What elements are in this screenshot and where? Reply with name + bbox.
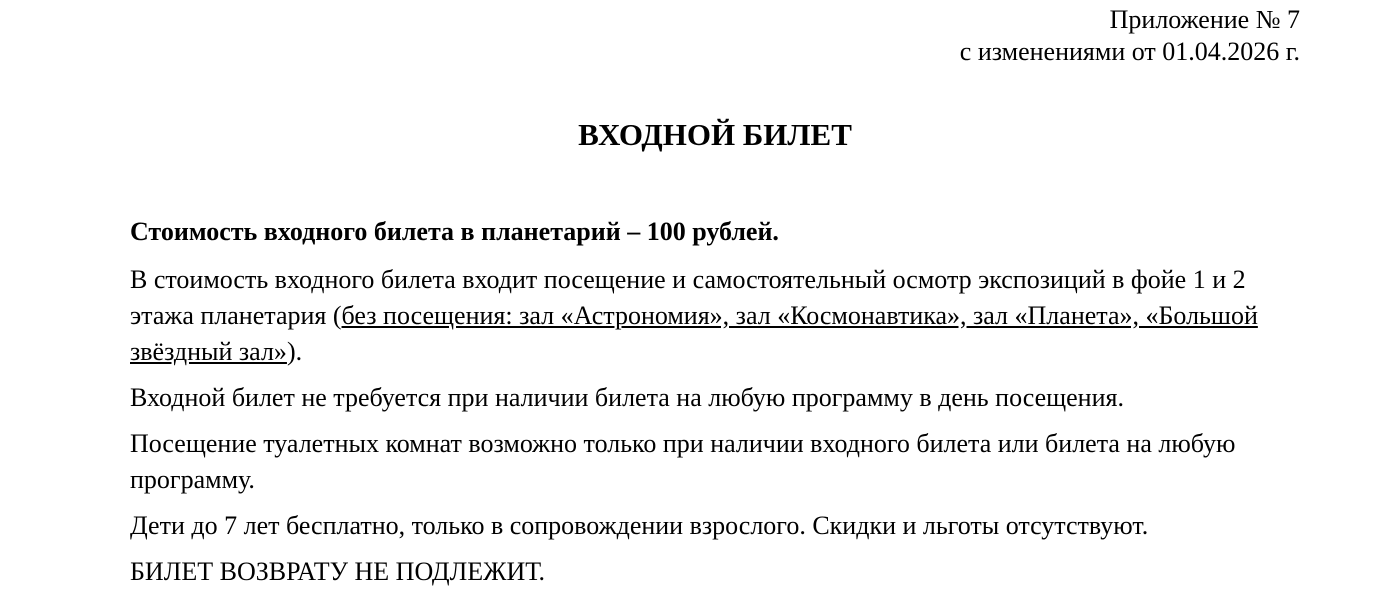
appendix-revision-date: с изменениями от 01.04.2026 г.	[959, 37, 1300, 66]
appendix-number: Приложение № 7	[1109, 5, 1300, 34]
includes-text: В стоимость входного билета входит посещение и самостоятельный осмотр экспозиций в фойе 1 и 2 этажа планетария (	[130, 265, 1246, 330]
document-title: ВХОДНОЙ БИЛЕТ	[578, 117, 852, 152]
appendix-header	[960, 4, 1300, 68]
includes-closing: ).	[286, 337, 303, 366]
no-ticket-needed-paragraph: Входной билет не требуется при наличии билета на любую программу в день посещения.	[130, 383, 1124, 412]
includes-paragraph	[130, 262, 1290, 370]
toilets-paragraph: Посещение туалетных комнат возможно только при наличии входного билета или билета на любую программу.	[130, 429, 1236, 494]
price-statement: Стоимость входного билета в планетарий – 100 рублей.	[130, 217, 779, 246]
children-paragraph: Дети до 7 лет бесплатно, только в сопровождении взрослого. Скидки и льготы отсутствуют.	[130, 511, 1149, 540]
no-refund-notice: БИЛЕТ ВОЗВРАТУ НЕ ПОДЛЕЖИТ.	[130, 557, 546, 586]
document-body	[130, 214, 1290, 600]
excluded-halls: без посещения: зал «Астрономия», зал «Космонавтика», зал «Планета», «Большой звёздный зал»	[130, 301, 1258, 366]
